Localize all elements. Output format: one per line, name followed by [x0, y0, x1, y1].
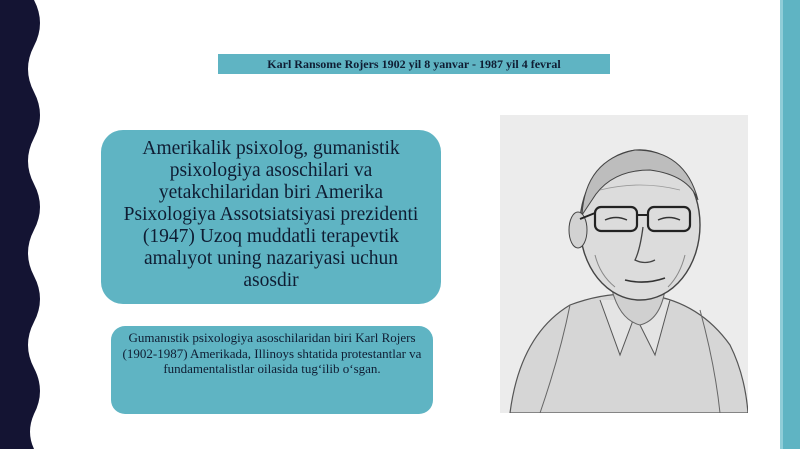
right-decorative-band — [780, 0, 800, 449]
portrait-image — [500, 115, 748, 413]
main-text-box — [101, 130, 441, 304]
main-text: Amerikalik psixolog, gumanistik psixologiya asoschilari va yetakchilaridan biri Amerika Psixologiya Assotsiatsiyasi prezidenti (1947) Uzoq muddatli terapevtik amalıyot uning nazariyasi uchun asosdir — [123, 138, 419, 291]
secondary-text-box — [111, 326, 433, 414]
secondary-text: Gumanıstik psixologiya asoschilaridan biri Karl Rojers (1902-1987) Amerikada, Illinoys shtatida protestantlar va fundamentalistlar oilasida tug‘ilib o‘sgan. — [122, 330, 422, 376]
portrait-sketch — [500, 115, 748, 413]
left-decorative-band — [0, 0, 48, 449]
slide-title: Karl Ransome Rojers 1902 yil 8 yanvar - 1987 yil 4 fevral — [218, 54, 610, 74]
